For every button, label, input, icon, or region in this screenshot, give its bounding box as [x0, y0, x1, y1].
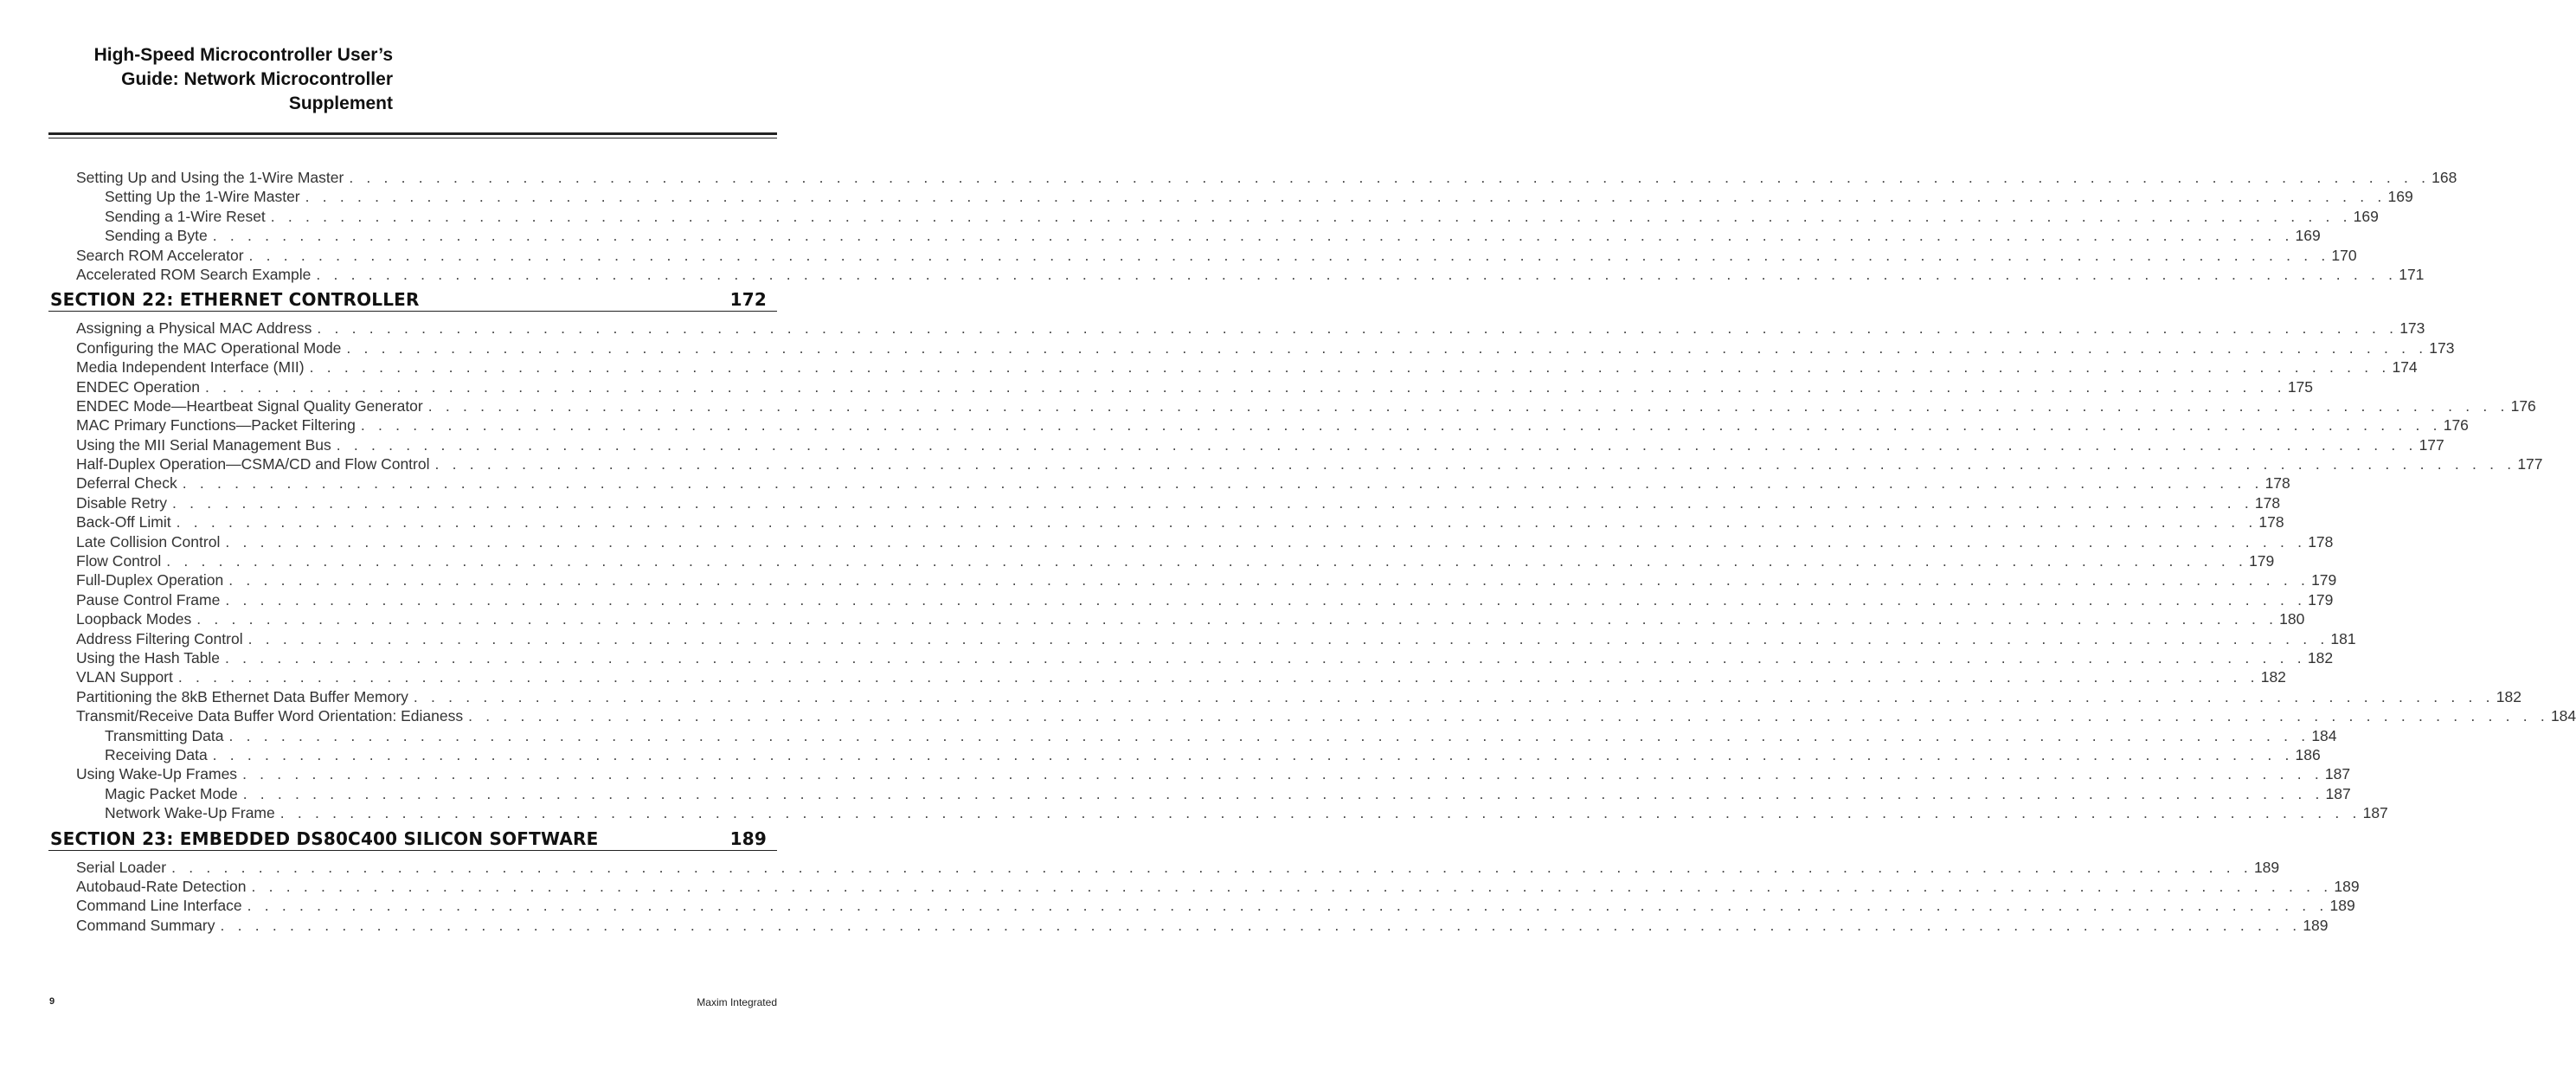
toc-entry-page-number: 184 — [2311, 726, 2337, 744]
toc-entry-page-number: 175 — [2287, 377, 2314, 396]
section-page-number: 172 — [729, 289, 767, 311]
toc-entry[interactable] — [48, 512, 2284, 531]
dot-leader: . . . . . . . . . . . . . . . . . . . . . . . . . . . . . . . . . . . . . . . . . . . . . . . . . . . . . . . . . . . . . . . . . . . . . . . . . . . . . . . . . . . . . . . . . . . . . . . . . . . . . . . . . . . . . . . . . . . . . . . . — [270, 207, 2352, 225]
toc-entry-page-number: 168 — [2431, 169, 2457, 186]
dot-leader: . . . . . . . . . . . . . . . . . . . . . . . . . . . . . . . . . . . . . . . . . . . . . . . . . . . . . . . . . . . . . . . . . . . . . . . . . . . . . . . . . . . . . . . . . . . . . . . . . . . . . . . . . . . . . . . . . . . . . . . . — [171, 858, 2252, 876]
toc-entry[interactable] — [48, 896, 2355, 915]
dot-leader: . . . . . . . . . . . . . . . . . . . . . . . . . . . . . . . . . . . . . . . . . . . . . . . . . . . . . . . . . . . . . . . . . . . . . . . . . . . . . . . . . . . . . . . . . . . . . . . . . . . . . . . . . . . . . . . . . . . . . . . . — [228, 571, 2310, 589]
toc-entry-page-number: 189 — [2334, 877, 2360, 895]
toc-section-heading — [48, 826, 777, 851]
toc-entry-page-number: 181 — [2330, 629, 2356, 647]
toc-entry-label: Full-Duplex Operation — [76, 571, 224, 589]
toc-entry-label: Deferral Check — [76, 474, 177, 493]
dot-leader: . . . . . . . . . . . . . . . . . . . . . . . . . . . . . . . . . . . . . . . . . . . . . . . . . . . . . . . . . . . . . . . . . . . . . . . . . . . . . . . . . . . . . . . . . . . . . . . . . . . . . . . . . . . . . . . . . . . . . . . . — [309, 358, 2391, 377]
toc-entry-page-number: 176 — [2443, 416, 2469, 435]
toc-entry-page-number: 169 — [2295, 227, 2321, 245]
toc-entry-label: Command Line Interface — [76, 897, 242, 915]
toc-entry[interactable] — [48, 168, 2457, 187]
toc-entry-label: Accelerated ROM Search Example — [76, 265, 312, 283]
toc-entry-page-number: 173 — [2429, 338, 2455, 357]
toc-entry[interactable] — [48, 493, 2281, 512]
dot-leader: . . . . . . . . . . . . . . . . . . . . . . . . . . . . . . . . . . . . . . . . . . . . . . . . . . . . . . . . . . . . . . . . . . . . . . . . . . . . . . . . . . . . . . . . . . . . . . . . . . . . . . . . . . . . . . . . . . . . . . . . — [247, 629, 2329, 647]
toc-entry-label: Using Wake-Up Frames — [76, 765, 238, 783]
dot-leader: . . . . . . . . . . . . . . . . . . . . . . . . . . . . . . . . . . . . . . . . . . . . . . . . . . . . . . . . . . . . . . . . . . . . . . . . . . . . . . . . . . . . . . . . . . . . . . . . . . . . . . . . . . . . . . . . . . . . . . . . — [360, 416, 2442, 435]
toc-entry[interactable] — [48, 726, 2337, 745]
dot-leader: . . . . . . . . . . . . . . . . . . . . . . . . . . . . . . . . . . . . . . . . . . . . . . . . . . . . . . . . . . . . . . . . . . . . . . . . . . . . . . . . . . . . . . . . . . . . . . . . . . . . . . . . . . . . . . . . . . . . . . . . — [248, 246, 2330, 264]
dot-leader: . . . . . . . . . . . . . . . . . . . . . . . . . . . . . . . . . . . . . . . . . . . . . . . . . . . . . . . . . . . . . . . . . . . . . . . . . . . . . . . . . . . . . . . . . . . . . . . . . . . . . . . . . . . . . . . . . . . . . . . . — [305, 188, 2386, 206]
toc-entry-page-number: 171 — [2399, 265, 2425, 283]
toc-entry-label: Transmit/Receive Data Buffer Word Orientation: Edianess — [76, 707, 464, 725]
section-page-number: 189 — [729, 828, 767, 849]
toc-entry-page-number: 182 — [2496, 687, 2521, 705]
toc-entry-page-number: 184 — [2550, 707, 2576, 725]
toc-entry-label: Sending a Byte — [105, 227, 208, 245]
toc-entry[interactable] — [48, 687, 2521, 706]
toc-entry[interactable] — [48, 551, 2275, 570]
toc-entry-label: ENDEC Operation — [76, 377, 200, 396]
toc-entry[interactable] — [48, 648, 2334, 667]
toc-entry[interactable] — [48, 454, 2543, 473]
section-title: SECTION 23: EMBEDDED DS80C400 SILICON SOFTWARE — [50, 828, 599, 849]
toc-entry-page-number: 186 — [2295, 745, 2321, 763]
dot-leader: . . . . . . . . . . . . . . . . . . . . . . . . . . . . . . . . . . . . . . . . . . . . . . . . . . . . . . . . . . . . . . . . . . . . . . . . . . . . . . . . . . . . . . . . . . . . . . . . . . . . . . . . . . . . . . . . . . . . . . . . — [228, 726, 2310, 744]
dot-leader: . . . . . . . . . . . . . . . . . . . . . . . . . . . . . . . . . . . . . . . . . . . . . . . . . . . . . . . . . . . . . . . . . . . . . . . . . . . . . . . . . . . . . . . . . . . . . . . . . . . . . . . . . . . . . . . . . . . . . . . . — [172, 493, 2253, 512]
toc-entry-label: Setting Up and Using the 1-Wire Master — [76, 169, 344, 186]
toc-entry-page-number: 189 — [2303, 916, 2329, 934]
dot-leader: . . . . . . . . . . . . . . . . . . . . . . . . . . . . . . . . . . . . . . . . . . . . . . . . . . . . . . . . . . . . . . . . . . . . . . . . . . . . . . . . . . . . . . . . . . . . . . . . . . . . . . . . . . . . . . . . . . . . . . . . — [251, 877, 2333, 895]
toc-entry[interactable] — [48, 570, 2337, 589]
toc-entry-label: ENDEC Mode—Heartbeat Signal Quality Generator — [76, 396, 423, 415]
toc-entry-page-number: 178 — [2308, 532, 2334, 551]
dot-leader: . . . . . . . . . . . . . . . . . . . . . . . . . . . . . . . . . . . . . . . . . . . . . . . . . . . . . . . . . . . . . . . . . . . . . . . . . . . . . . . . . . . . . . . . . . . . . . . . . . . . . . . . . . . . . . . . . . . . . . . . — [225, 648, 2306, 667]
toc-entry-page-number: 173 — [2399, 319, 2425, 338]
toc-entry[interactable] — [48, 667, 2286, 686]
toc-entry[interactable] — [48, 706, 2576, 725]
toc-entry[interactable] — [48, 226, 2321, 245]
toc-entry[interactable] — [48, 629, 2356, 648]
dot-leader: . . . . . . . . . . . . . . . . . . . . . . . . . . . . . . . . . . . . . . . . . . . . . . . . . . . . . . . . . . . . . . . . . . . . . . . . . . . . . . . . . . . . . . . . . . . . . . . . . . . . . . . . . . . . . . . . . . . . . . . . — [413, 687, 2495, 705]
dot-leader: . . . . . . . . . . . . . . . . . . . . . . . . . . . . . . . . . . . . . . . . . . . . . . . . . . . . . . . . . . . . . . . . . . . . . . . . . . . . . . . . . . . . . . . . . . . . . . . . . . . . . . . . . . . . . . . . . . . . . . . . — [247, 897, 2329, 915]
toc-entry-label: Search ROM Accelerator — [76, 246, 244, 264]
toc-entry-label: Media Independent Interface (MII) — [76, 358, 305, 377]
dot-leader: . . . . . . . . . . . . . . . . . . . . . . . . . . . . . . . . . . . . . . . . . . . . . . . . . . . . . . . . . . . . . . . . . . . . . . . . . . . . . . . . . . . . . . . . . . . . . . . . . . . . . . . . . . . . . . . . . . . . . . . . — [177, 668, 2259, 686]
dot-leader: . . . . . . . . . . . . . . . . . . . . . . . . . . . . . . . . . . . . . . . . . . . . . . . . . . . . . . . . . . . . . . . . . . . . . . . . . . . . . . . . . . . . . . . . . . . . . . . . . . . . . . . . . . . . . . . . . . . . . . . . — [212, 745, 2294, 763]
toc-entry[interactable] — [48, 532, 2334, 551]
dot-leader: . . . . . . . . . . . . . . . . . . . . . . . . . . . . . . . . . . . . . . . . . . . . . . . . . . . . . . . . . . . . . . . . . . . . . . . . . . . . . . . . . . . . . . . . . . . . . . . . . . . . . . . . . . . . . . . . . . . . . . . . — [316, 265, 2398, 283]
dot-leader: . . . . . . . . . . . . . . . . . . . . . . . . . . . . . . . . . . . . . . . . . . . . . . . . . . . . . . . . . . . . . . . . . . . . . . . . . . . . . . . . . . . . . . . . . . . . . . . . . . . . . . . . . . . . . . . . . . . . . . . . — [196, 610, 2278, 628]
toc-section-heading — [48, 287, 777, 312]
title-line-2: Guide: Network Microcontroller — [121, 69, 393, 89]
dot-leader: . . . . . . . . . . . . . . . . . . . . . . . . . . . . . . . . . . . . . . . . . . . . . . . . . . . . . . . . . . . . . . . . . . . . . . . . . . . . . . . . . . . . . . . . . . . . . . . . . . . . . . . . . . . . . . . . . . . . . . . . — [242, 784, 2324, 802]
toc-entry[interactable] — [48, 207, 2379, 226]
dot-leader: . . . . . . . . . . . . . . . . . . . . . . . . . . . . . . . . . . . . . . . . . . . . . . . . . . . . . . . . . . . . . . . . . . . . . . . . . . . . . . . . . . . . . . . . . . . . . . . . . . . . . . . . . . . . . . . . . . . . . . . . — [434, 455, 2516, 473]
toc-entry[interactable] — [48, 916, 2329, 935]
dot-leader: . . . . . . . . . . . . . . . . . . . . . . . . . . . . . . . . . . . . . . . . . . . . . . . . . . . . . . . . . . . . . . . . . . . . . . . . . . . . . . . . . . . . . . . . . . . . . . . . . . . . . . . . . . . . . . . . . . . . . . . . — [225, 532, 2307, 551]
toc-entry-label: Using the MII Serial Management Bus — [76, 435, 331, 454]
dot-leader: . . . . . . . . . . . . . . . . . . . . . . . . . . . . . . . . . . . . . . . . . . . . . . . . . . . . . . . . . . . . . . . . . . . . . . . . . . . . . . . . . . . . . . . . . . . . . . . . . . . . . . . . . . . . . . . . . . . . . . . . — [166, 552, 2248, 570]
toc-entry[interactable] — [48, 377, 2314, 396]
toc-entry-page-number: 187 — [2362, 804, 2388, 822]
dot-leader: . . . . . . . . . . . . . . . . . . . . . . . . . . . . . . . . . . . . . . . . . . . . . . . . . . . . . . . . . . . . . . . . . . . . . . . . . . . . . . . . . . . . . . . . . . . . . . . . . . . . . . . . . . . . . . . . . . . . . . . . — [468, 707, 2549, 725]
toc-entry[interactable] — [48, 877, 2360, 896]
dot-leader: . . . . . . . . . . . . . . . . . . . . . . . . . . . . . . . . . . . . . . . . . . . . . . . . . . . . . . . . . . . . . . . . . . . . . . . . . . . . . . . . . . . . . . . . . . . . . . . . . . . . . . . . . . . . . . . . . . . . . . . . — [204, 377, 2286, 396]
toc-entry[interactable] — [48, 609, 2305, 628]
toc-entry-label: Half-Duplex Operation—CSMA/CD and Flow Control — [76, 455, 430, 473]
toc-entry-label: Network Wake-Up Frame — [105, 804, 275, 822]
dot-leader: . . . . . . . . . . . . . . . . . . . . . . . . . . . . . . . . . . . . . . . . . . . . . . . . . . . . . . . . . . . . . . . . . . . . . . . . . . . . . . . . . . . . . . . . . . . . . . . . . . . . . . . . . . . . . . . . . . . . . . . . — [225, 590, 2307, 609]
table-of-contents — [48, 168, 2576, 935]
header-rule-thick — [48, 132, 777, 135]
toc-entry-page-number: 170 — [2331, 246, 2357, 264]
toc-entry-page-number: 179 — [2311, 571, 2337, 589]
toc-entry[interactable] — [48, 338, 2455, 357]
toc-entry-label: Assigning a Physical MAC Address — [76, 319, 312, 338]
toc-entry[interactable] — [48, 745, 2321, 764]
toc-entry[interactable] — [48, 396, 2536, 415]
toc-entry-label: Back-Off Limit — [76, 513, 171, 531]
toc-entry-page-number: 178 — [2254, 493, 2281, 512]
toc-entry-label: Late Collision Control — [76, 532, 221, 551]
toc-entry-label: Disable Retry — [76, 493, 168, 512]
title-line-3: Supplement — [288, 93, 393, 113]
dot-leader: . . . . . . . . . . . . . . . . . . . . . . . . . . . . . . . . . . . . . . . . . . . . . . . . . . . . . . . . . . . . . . . . . . . . . . . . . . . . . . . . . . . . . . . . . . . . . . . . . . . . . . . . . . . . . . . . . . . . . . . . — [349, 169, 2431, 186]
toc-entry-page-number: 182 — [2260, 668, 2286, 686]
toc-entry-page-number: 177 — [2419, 435, 2444, 454]
dot-leader: . . . . . . . . . . . . . . . . . . . . . . . . . . . . . . . . . . . . . . . . . . . . . . . . . . . . . . . . . . . . . . . . . . . . . . . . . . . . . . . . . . . . . . . . . . . . . . . . . . . . . . . . . . . . . . . . . . . . . . . . — [336, 435, 2418, 454]
toc-entry-label: Pause Control Frame — [76, 590, 221, 609]
dot-leader: . . . . . . . . . . . . . . . . . . . . . . . . . . . . . . . . . . . . . . . . . . . . . . . . . . . . . . . . . . . . . . . . . . . . . . . . . . . . . . . . . . . . . . . . . . . . . . . . . . . . . . . . . . . . . . . . . . . . . . . . — [212, 227, 2294, 245]
toc-entry-label: Loopback Modes — [76, 610, 192, 628]
toc-entry-label: Receiving Data — [105, 745, 208, 763]
toc-entry-page-number: 174 — [2392, 358, 2418, 377]
toc-entry[interactable] — [48, 590, 2334, 609]
toc-entry-page-number: 178 — [2264, 474, 2290, 493]
dot-leader: . . . . . . . . . . . . . . . . . . . . . . . . . . . . . . . . . . . . . . . . . . . . . . . . . . . . . . . . . . . . . . . . . . . . . . . . . . . . . . . . . . . . . . . . . . . . . . . . . . . . . . . . . . . . . . . . . . . . . . . . — [427, 396, 2509, 415]
toc-entry[interactable] — [48, 265, 2425, 284]
toc-entry-page-number: 182 — [2307, 648, 2334, 667]
toc-entry-label: Sending a 1-Wire Reset — [105, 207, 266, 225]
toc-entry-label: Command Summary — [76, 916, 215, 934]
toc-entry-page-number: 178 — [2258, 513, 2284, 531]
dot-leader: . . . . . . . . . . . . . . . . . . . . . . . . . . . . . . . . . . . . . . . . . . . . . . . . . . . . . . . . . . . . . . . . . . . . . . . . . . . . . . . . . . . . . . . . . . . . . . . . . . . . . . . . . . . . . . . . . . . . . . . . — [346, 338, 2428, 357]
toc-entry-label: Transmitting Data — [105, 726, 224, 744]
document-title — [35, 43, 393, 116]
toc-entry-page-number: 187 — [2324, 765, 2351, 783]
toc-entry-page-number: 187 — [2325, 784, 2351, 802]
toc-entry[interactable] — [48, 764, 2351, 783]
toc-entry-label: Flow Control — [76, 552, 162, 570]
footer-page-number: 9 — [49, 996, 55, 1007]
toc-entry-label: MAC Primary Functions—Packet Filtering — [76, 416, 356, 435]
toc-entry[interactable] — [48, 415, 2469, 435]
toc-entry-label: Configuring the MAC Operational Mode — [76, 338, 342, 357]
toc-entry-label: Magic Packet Mode — [105, 784, 238, 802]
dot-leader: . . . . . . . . . . . . . . . . . . . . . . . . . . . . . . . . . . . . . . . . . . . . . . . . . . . . . . . . . . . . . . . . . . . . . . . . . . . . . . . . . . . . . . . . . . . . . . . . . . . . . . . . . . . . . . . . . . . . . . . . — [279, 804, 2361, 822]
toc-entry-page-number: 169 — [2387, 188, 2413, 206]
toc-entry[interactable] — [48, 246, 2357, 265]
toc-entry[interactable] — [48, 803, 2388, 822]
toc-entry-label: VLAN Support — [76, 668, 173, 686]
toc-entry-label: Address Filtering Control — [76, 629, 243, 647]
toc-entry[interactable] — [48, 435, 2444, 454]
toc-entry-label: Using the Hash Table — [76, 648, 221, 667]
toc-entry-page-number: 169 — [2353, 207, 2379, 225]
toc-entry-page-number: 179 — [2308, 590, 2334, 609]
toc-entry[interactable] — [48, 357, 2418, 377]
dot-leader: . . . . . . . . . . . . . . . . . . . . . . . . . . . . . . . . . . . . . . . . . . . . . . . . . . . . . . . . . . . . . . . . . . . . . . . . . . . . . . . . . . . . . . . . . . . . . . . . . . . . . . . . . . . . . . . . . . . . . . . . — [220, 916, 2302, 934]
title-line-1: High-Speed Microcontroller User’s — [93, 45, 393, 65]
dot-leader: . . . . . . . . . . . . . . . . . . . . . . . . . . . . . . . . . . . . . . . . . . . . . . . . . . . . . . . . . . . . . . . . . . . . . . . . . . . . . . . . . . . . . . . . . . . . . . . . . . . . . . . . . . . . . . . . . . . . . . . . — [242, 765, 2323, 783]
toc-entry-label: Autobaud-Rate Detection — [76, 877, 247, 895]
dot-leader: . . . . . . . . . . . . . . . . . . . . . . . . . . . . . . . . . . . . . . . . . . . . . . . . . . . . . . . . . . . . . . . . . . . . . . . . . . . . . . . . . . . . . . . . . . . . . . . . . . . . . . . . . . . . . . . . . . . . . . . . — [182, 474, 2264, 493]
toc-entry[interactable] — [48, 473, 2290, 493]
toc-entry-label: Partitioning the 8kB Ethernet Data Buffer Memory — [76, 687, 408, 705]
toc-entry-label: Setting Up the 1-Wire Master — [105, 188, 300, 206]
footer-brand: Maxim Integrated — [697, 996, 777, 1008]
toc-entry[interactable] — [48, 858, 2280, 877]
toc-entry[interactable] — [48, 784, 2351, 803]
toc-entry-page-number: 189 — [2329, 897, 2355, 915]
toc-entry-page-number: 177 — [2517, 455, 2543, 473]
toc-entry[interactable] — [48, 187, 2413, 206]
dot-leader: . . . . . . . . . . . . . . . . . . . . . . . . . . . . . . . . . . . . . . . . . . . . . . . . . . . . . . . . . . . . . . . . . . . . . . . . . . . . . . . . . . . . . . . . . . . . . . . . . . . . . . . . . . . . . . . . . . . . . . . . — [317, 319, 2399, 338]
toc-entry-page-number: 180 — [2279, 610, 2305, 628]
toc-entry[interactable] — [48, 319, 2425, 338]
section-title: SECTION 22: ETHERNET CONTROLLER — [50, 289, 420, 311]
toc-entry-label: Serial Loader — [76, 858, 167, 876]
toc-entry-page-number: 179 — [2249, 552, 2275, 570]
toc-entry-page-number: 176 — [2510, 396, 2536, 415]
toc-entry-page-number: 189 — [2253, 858, 2280, 876]
dot-leader: . . . . . . . . . . . . . . . . . . . . . . . . . . . . . . . . . . . . . . . . . . . . . . . . . . . . . . . . . . . . . . . . . . . . . . . . . . . . . . . . . . . . . . . . . . . . . . . . . . . . . . . . . . . . . . . . . . . . . . . . — [176, 513, 2258, 531]
